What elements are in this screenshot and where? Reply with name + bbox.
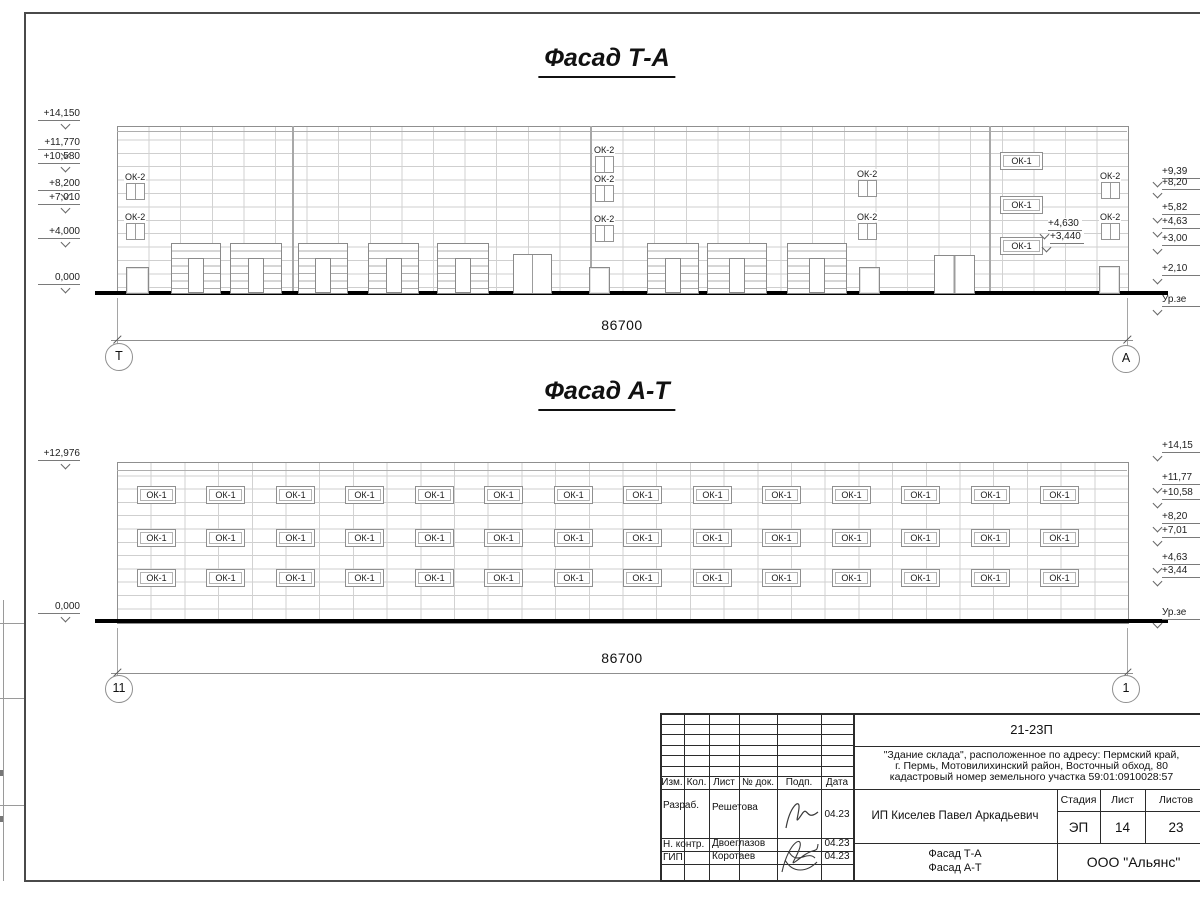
level-mark-icon [1153,577,1163,587]
window-ok1: ОК-1 [693,486,732,504]
window-ok1: ОК-1 [901,529,940,547]
tb-col-list: Лист [713,777,735,788]
frame-top [24,12,1200,14]
facade1-expansion-joint [292,126,294,293]
tb-line [660,724,853,725]
level-mark-icon [1153,189,1163,199]
window-ok1: ОК-1 [276,569,315,587]
window-ok1: ОК-1 [832,529,871,547]
garage-wicket-door [809,258,825,293]
window-ok1: ОК-1 [971,569,1010,587]
window-ok1: ОК-1 [206,486,245,504]
window-ok2-label: ОК-2 [594,145,615,155]
window-ok2 [1101,223,1120,240]
elevation-label: +9,39 [1162,166,1200,179]
window-ok2 [1101,182,1120,199]
window-ok2 [595,156,614,173]
elevation-label: Ур.зе [1162,294,1200,307]
window-ok1: ОК-1 [623,569,662,587]
level-mark-icon [1153,523,1163,533]
left-strip-tick [0,770,3,776]
facade1-expansion-joint [989,126,991,293]
tb-sheet-label: Лист [1111,794,1134,806]
tb-sheet-value: 14 [1114,819,1131,835]
elevation-label: +7,010 [38,192,80,205]
window-ok1: ОК-1 [1000,237,1043,255]
tb-col-podp: Подп. [785,777,813,788]
facade2-parapet-line [117,470,1127,471]
window-ok1: ОК-1 [345,569,384,587]
level-mark-icon [61,238,71,248]
level-mark-icon [1153,484,1163,494]
window-ok1: ОК-1 [1040,486,1079,504]
window-ok1: ОК-1 [484,529,523,547]
tb-client: ИП Киселев Павел Аркадьевич [871,810,1039,822]
window-ok1: ОК-1 [693,529,732,547]
window-ok1: ОК-1 [1040,529,1079,547]
window-ok2-label: ОК-2 [857,212,878,222]
window-ok1: ОК-1 [554,529,593,547]
level-mark-icon [1153,228,1163,238]
entrance-door [126,267,149,294]
level-mark-icon [1153,564,1163,574]
tb-name-razrab: Решетова [712,802,758,813]
window-ok2-label: ОК-2 [1100,171,1121,181]
tb-line [709,713,710,882]
facade2-ground-line [95,619,1168,623]
garage-wicket-door [455,258,471,293]
window-ok2 [126,223,145,240]
window-ok2-label: ОК-2 [1100,212,1121,222]
facade2-dimension-label: 86700 [597,650,646,666]
facade2-axis-left-bubble: 11 [105,675,133,703]
garage-wicket-door [248,258,264,293]
tb-col-data: Дата [825,777,849,788]
double-door [513,254,552,294]
level-mark-icon [1153,452,1163,462]
elevation-label: 0,000 [38,601,80,614]
facade1-axis-right-bubble: А [1112,345,1140,373]
tb-drawing-title-line2: Фасад А-Т [928,862,982,874]
level-mark-icon [1153,499,1163,509]
window-ok1: ОК-1 [901,569,940,587]
window-ok2 [126,183,145,200]
elevation-label: +4,000 [38,226,80,239]
window-ok1: ОК-1 [137,569,176,587]
elevation-label: 0,000 [38,272,80,285]
elevation-label: +8,200 [38,178,80,191]
facade2-axis-right-bubble: 1 [1112,675,1140,703]
window-ok1: ОК-1 [832,569,871,587]
left-strip-tick [0,816,3,822]
garage-wicket-door [386,258,402,293]
window-ok1: ОК-1 [1000,152,1043,170]
window-ok1: ОК-1 [137,486,176,504]
facade1-dimension-label: 86700 [597,317,646,333]
elevation-label: +4,63 [1162,552,1200,565]
garage-wicket-door [188,258,204,293]
tb-doc-code: 21-23П [1010,722,1053,737]
tb-col-ndok: № док. [741,777,775,788]
window-ok1: ОК-1 [693,569,732,587]
level-mark-icon [1153,306,1163,316]
entrance-door [589,267,610,294]
window-ok1: ОК-1 [1040,569,1079,587]
left-strip-divider [0,698,24,699]
window-ok1: ОК-1 [206,569,245,587]
tb-date-gip: 04.23 [824,850,850,862]
garage-wicket-door [665,258,681,293]
elevation-label: +11,77 [1162,472,1200,485]
level-mark-icon [61,613,71,623]
garage-wicket-door [729,258,745,293]
elevation-label: +3,44 [1162,565,1200,578]
facade1-parapet-line [117,131,1127,132]
tb-date-razrab: 04.23 [824,808,850,820]
level-mark-icon [1153,275,1163,285]
tb-date-nkontr: 04.23 [824,837,850,849]
left-strip-divider [0,805,24,806]
elevation-label: +10,58 [1162,487,1200,500]
window-ok1: ОК-1 [345,529,384,547]
window-ok1: ОК-1 [276,486,315,504]
window-ok1: ОК-1 [415,486,454,504]
window-ok2-label: ОК-2 [594,174,615,184]
tb-stage-value: ЭП [1068,819,1089,835]
tb-stage-label: Стадия [1060,794,1097,806]
tb-line [660,766,853,767]
level-mark-icon [1153,537,1163,547]
tb-col-kol: Кол. [686,777,707,788]
window-ok1: ОК-1 [901,486,940,504]
window-ok2 [858,223,877,240]
window-ok1: ОК-1 [554,569,593,587]
tb-drawing-title-line1: Фасад Т-А [928,848,982,860]
tb-role-gip: ГИП [663,852,683,863]
window-ok1: ОК-1 [971,529,1010,547]
window-ok1: ОК-1 [415,529,454,547]
window-ok1: ОК-1 [832,486,871,504]
tb-line [660,745,853,746]
tb-company: ООО "Альянс" [1086,854,1181,870]
tb-line [660,864,853,865]
tb-line [660,755,853,756]
elevation-label: +12,976 [38,448,80,461]
window-ok2-label: ОК-2 [125,212,146,222]
tb-role-razrab: Разраб. [663,800,700,811]
window-ok1: ОК-1 [206,529,245,547]
tb-sheets-value: 23 [1168,819,1184,835]
window-ok1: ОК-1 [554,486,593,504]
window-ok1: ОК-1 [623,529,662,547]
window-ok1: ОК-1 [762,529,801,547]
tb-line [684,713,685,882]
level-mark-icon [1153,214,1163,224]
tb-object-line2: г. Пермь, Мотовилихинский район, Восточный обход, 80 [895,759,1168,772]
frame-left [24,12,26,882]
elevation-label: +11,770 [38,137,80,150]
elevation-label: +10,580 [38,151,80,164]
signature-gip-icon [777,830,823,878]
facade1-axis-left-bubble: Т [105,343,133,371]
entrance-door [1099,266,1120,294]
window-ok1: ОК-1 [484,569,523,587]
garage-wicket-door [315,258,331,293]
level-mark-icon [61,120,71,130]
elevation-label: +14,150 [38,108,80,121]
level-mark-icon [61,204,71,214]
window-ok1: ОК-1 [1000,196,1043,214]
facade1-dimension-line [111,340,1133,341]
window-ok1: ОК-1 [276,529,315,547]
facade2-title: Фасад А-Т [538,377,675,411]
elevation-label: +14,15 [1162,440,1200,453]
elevation-label: Ур.зе [1162,607,1200,620]
window-ok1: ОК-1 [345,486,384,504]
tb-name-gip: Коротаев [712,851,756,862]
elevation-label: +4,63 [1162,216,1200,229]
elevation-label: +4,630 [1048,218,1082,231]
level-mark-icon [61,163,71,173]
level-mark-icon [61,460,71,470]
window-ok2 [595,185,614,202]
facade2-dimension-line [111,673,1133,674]
window-ok2-label: ОК-2 [125,172,146,182]
left-strip-divider [0,623,24,624]
tb-line [660,734,853,735]
window-ok1: ОК-1 [762,569,801,587]
tb-line [660,713,662,882]
window-ok1: ОК-1 [415,569,454,587]
window-ok2 [858,180,877,197]
double-door [934,255,975,294]
elevation-label: +3,440 [1050,231,1084,244]
entrance-door [859,267,880,294]
window-ok1: ОК-1 [762,486,801,504]
level-mark-icon [61,284,71,294]
window-ok1: ОК-1 [623,486,662,504]
level-mark-icon [1153,178,1163,188]
elevation-label: +8,20 [1162,177,1200,190]
tb-object-line1: "Здание склада", расположенное по адресу: Пермский край, [883,748,1180,761]
left-strip-line [3,600,4,881]
elevation-label: +8,20 [1162,511,1200,524]
window-ok2-label: ОК-2 [857,169,878,179]
level-mark-icon [1153,245,1163,255]
window-ok2 [595,225,614,242]
tb-name-nkontr: Двоеглазов [712,838,766,849]
window-ok1: ОК-1 [137,529,176,547]
window-ok1: ОК-1 [971,486,1010,504]
tb-object-line3: кадастровый номер земельного участка 59:01:0910028:57 [889,770,1174,783]
window-ok1: ОК-1 [484,486,523,504]
elevation-label: +2,10 [1162,263,1200,276]
tb-col-izm: Изм. [661,777,683,788]
elevation-label: +5,82 [1162,202,1200,215]
tb-role-nkontr: Н. контр. [663,839,705,850]
tb-sheets-label: Листов [1158,794,1194,806]
elevation-label: +3,00 [1162,233,1200,246]
window-ok2-label: ОК-2 [594,214,615,224]
elevation-label: +7,01 [1162,525,1200,538]
facade1-title: Фасад Т-А [538,44,675,78]
